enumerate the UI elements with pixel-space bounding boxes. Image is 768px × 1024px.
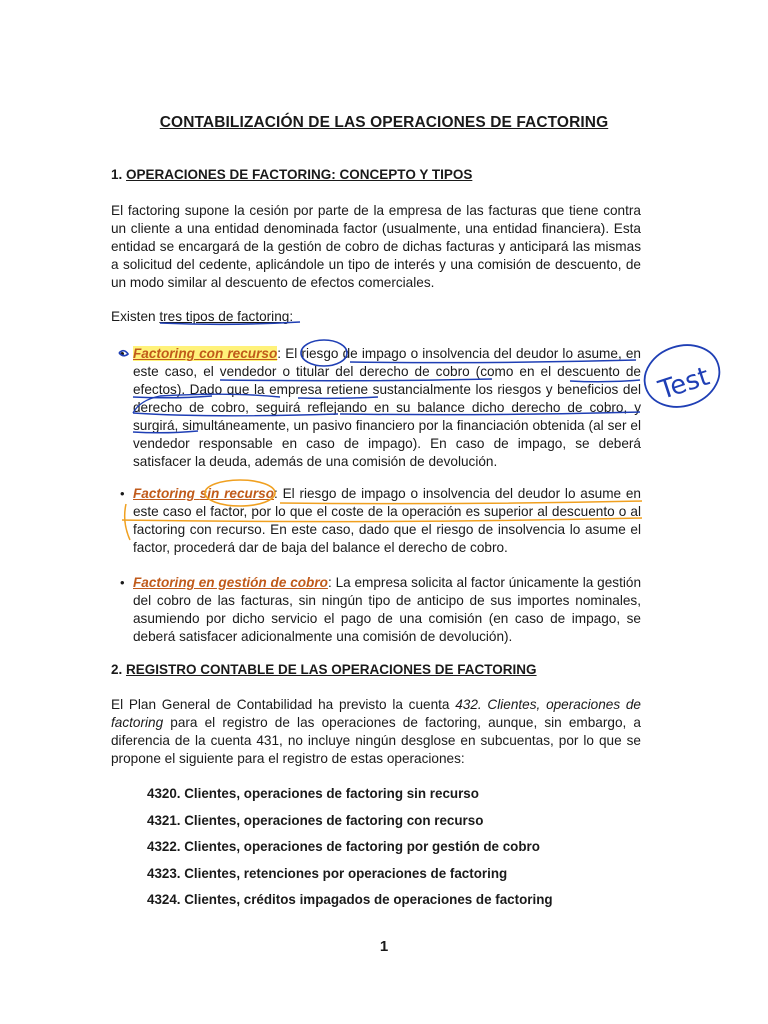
account-item: 4321. Clientes, operaciones de factoring con recurso: [147, 812, 484, 828]
page-number: 1: [379, 938, 389, 955]
account-item: 4320. Clientes, operaciones de factoring sin recurso: [147, 786, 479, 801]
bullet-dot: •: [120, 486, 125, 501]
pgc-account-name: 432. Clientes, operaciones de factoring: [111, 697, 641, 730]
section-2-title: REGISTRO CONTABLE DE LAS OPERACIONES DE FACTORING: [126, 662, 537, 677]
bullet-factoring-sin-recurso: [120, 485, 641, 557]
account-item: 4323. Clientes, retenciones por operaciones de factoring: [147, 865, 508, 881]
types-post: :: [289, 309, 294, 324]
bullet-text: La empresa solicita al factor únicamente la gestión del cobro de las facturas, sin ningún tipo de anticipo de sus importes nominales, asumiendo por dicho servicio el pago de una comisión (en caso de impago, se deberá satisfacer adicionalmente una comisión de devolución).: [133, 575, 642, 644]
types-pre: Existen: [111, 309, 160, 324]
term-factoring-con-recurso: Factoring con recurso: [133, 346, 278, 361]
ink-bracket-orange: [125, 504, 130, 540]
intro-paragraph: El factoring supone la cesión por parte de la empresa de las facturas que tiene contra un cliente a una entidad denominada factor (usualmente, una entidad financiera). Esta entidad se encargará de la gestión de cobro de dichas facturas y anticipará las mismas a solicitud del cedente, aplicándole un tipo de interés y una comisión de descuento, de un modo similar al descuento de efectos comerciales.: [111, 203, 641, 290]
term-colon: :: [327, 575, 336, 590]
term-factoring-sin-recurso: Factoring sin recurso: [133, 486, 275, 501]
bullet-dot: •: [120, 346, 125, 361]
section-1-title: OPERACIONES DE FACTORING: CONCEPTO Y TIPOS: [126, 167, 473, 182]
section-2-heading: [111, 662, 537, 677]
term-factoring-gestion-cobro: Factoring en gestión de cobro: [133, 575, 328, 590]
pgc-paragraph: [111, 696, 641, 768]
ink-test-circle: [637, 336, 728, 417]
bullet-dot: •: [120, 575, 125, 590]
bullet-factoring-con-recurso: [120, 345, 641, 471]
types-underlined: tres tipos de factoring: [159, 309, 290, 324]
pgc-text-a: El Plan General de Contabilidad ha previsto la cuenta: [111, 697, 456, 712]
account-item: 4322. Clientes, operaciones de factoring por gestión de cobro: [147, 839, 540, 854]
section-1-number: 1.: [111, 167, 123, 182]
bullet-factoring-gestion-cobro: [120, 574, 642, 646]
account-item: 4324. Clientes, créditos impagados de operaciones de factoring: [147, 892, 553, 907]
term-colon: :: [277, 346, 286, 361]
section-2-number: 2.: [111, 662, 123, 677]
term-colon: :: [274, 486, 283, 501]
bullet-text: El riesgo de impago o insolvencia del deudor lo asume, en este caso, el vendedor o titular del derecho de cobro (como en el descuento de efectos). Dado que la empresa retiene sustancialmente los riesgos y beneficios del derecho de cobro, seguirá reflejando en su balance dicho derecho de cobro, y surgirá, simultáneamente, un pasivo financiero por la financiación obtenida (al ser el vendedor responsable en caso de impago). En caso de impago, se deberá satisfacer la deuda, además de una comisión de devolución.: [133, 346, 641, 469]
section-1-heading: [111, 167, 472, 182]
ink-test-text: Test: [655, 361, 714, 406]
pgc-text-b: para el registro de las operaciones de factoring, aunque, sin embargo, a diferencia de la cuenta 431, no incluye ningún desglose en subcuentas, por lo que se propone el siguiente para el registro de estas operaciones:: [111, 715, 641, 766]
document-title: CONTABILIZACIÓN DE LAS OPERACIONES DE FACTORING: [159, 114, 609, 131]
types-sentence: [111, 308, 641, 326]
bullet-text: El riesgo de impago o insolvencia del deudor lo asume en este caso el factor, por lo que el coste de la operación es superior al descuento o al factoring con recurso. En este caso, dado que el riesgo de insolvencia lo asume el factor, procederá dar de baja del balance el derecho de cobro.: [133, 486, 641, 555]
account-list: [147, 786, 553, 919]
